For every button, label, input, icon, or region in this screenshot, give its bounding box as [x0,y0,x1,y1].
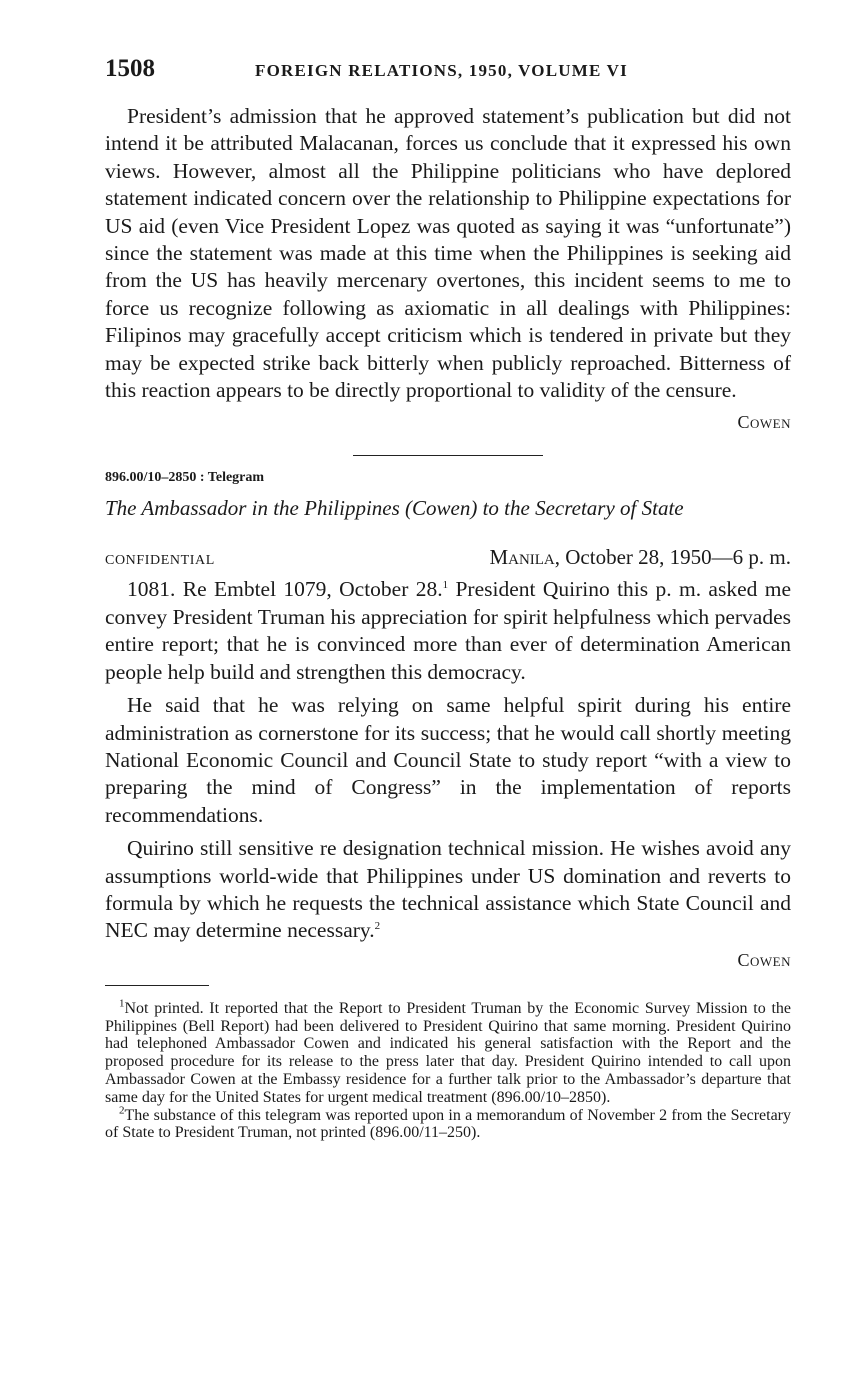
place-date [489,545,791,570]
footnote-ref-1[interactable]: 1 [442,579,449,592]
footnote-ref-2[interactable]: 2 [374,920,381,933]
classification-label: CONFIDENTIAL [105,553,215,569]
footnote-text: The substance of this telegram was reported upon in a memorandum of November 2 from the Secretary of State to President Truman, not printed (896.00/11–250). [105,1106,791,1142]
paragraph-text: 1081. Re Embtel 1079, October 28. [127,577,443,602]
dateline [105,545,791,570]
footnote-2 [105,1104,791,1143]
signature-cowen-2: Cowen [737,949,791,970]
footnote-1 [105,997,791,1107]
place: Manila, [489,545,561,570]
body-paragraph-2: He said that he was relying on same helpful spirit during his entire administration as cornerstone for its success; that he would call shortly meeting National Economic Council and Council State to study report “with a view to preparing the mind of Congress” in the implementation of reports recommendations. [105,693,791,827]
page-number: 1508 [105,55,155,82]
signature-cowen-1: Cowen [737,412,791,433]
document-page [105,55,791,1142]
continuation-paragraph: President’s admission that he approved statement’s publication but did not intend it be attributed Malacanan, forces us conclude that it expressed his own views. However, almost all the Philippine politicians who have deplored statement indicated concern over the relationship to Philippine expectations for US aid (even Vice President Lopez was quoted as saying it was “unfortunate”) since the statement was made at this time when the Philippines is seeking aid from the US has heavily mercenary overtones, this incident seems to me to force us recognize following as axiomatic in all dealings with Philippines: Filipinos may gracefully accept criticism which is tendered in private but they may be expected strike back bitterly when publicly reproached. Bitterness of this reaction appears to be directly proportional to validity of the censure. [105,104,791,403]
running-title: FOREIGN RELATIONS, 1950, VOLUME VI [255,61,628,80]
file-reference: 896.00/10–2850 : Telegram [105,470,265,486]
footnotes [105,997,791,1142]
body-paragraph-1 [105,576,791,686]
footnote-text: Not printed. It reported that the Report to President Truman by the Economic Survey Mission to the Philippines (Bell Report) had been delivered to President Quirino that same morning. President Quirino had telephoned Ambassador Cowen and indicated his general satisfaction with the Report and the proposed procedure for its release to the press later that day. President Quirino intended to call upon Ambassador Cowen at the Embassy residence for a further talk prior to the Ambassador’s departure that same day for the United States for urgent medical treatment (896.00/10–2850). [105,999,791,1106]
paragraph-text: Quirino still sensitive re designation technical mission. He wishes avoid any assumptions world-wide that Philippines under US domination and reverts to formula by which he requests the technical assistance which State Council and NEC may determine necessary. [105,836,791,943]
body-paragraph-3 [105,835,791,945]
document-title: The Ambassador in the Philippines (Cowen) to the Secretary of State [105,496,684,521]
page-header [105,55,791,85]
date: October 28, 1950—6 p. m. [565,545,791,570]
paragraph-text: President Quirino this p. m. asked me convey President Truman his appreciation for spirit helpfulness which pervades entire report; that he is convinced more than ever of determination American people help build and strengthen this democracy. [105,577,791,684]
footnote-marker: 1 [119,997,125,1010]
footnote-divider [105,985,209,986]
footnote-marker: 2 [119,1104,125,1117]
section-divider [353,455,543,456]
